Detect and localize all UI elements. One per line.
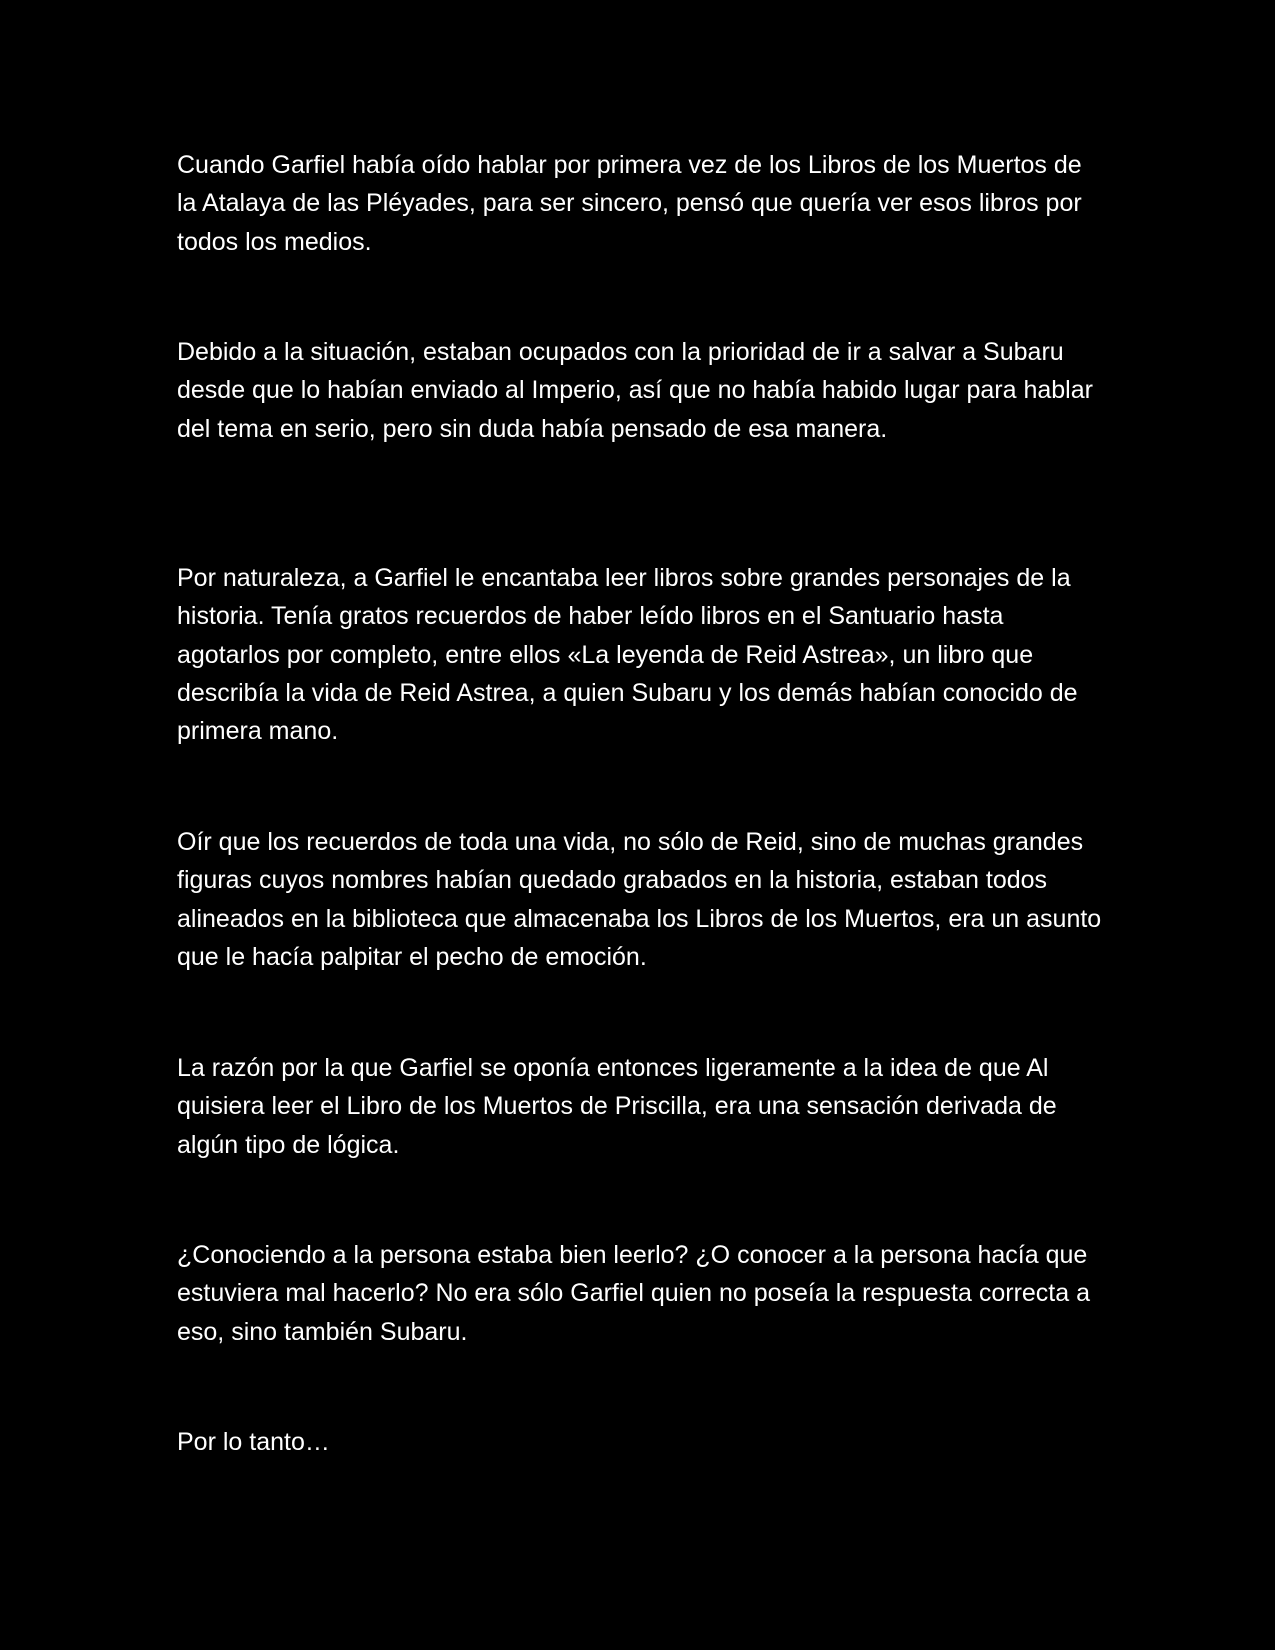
paragraph-3: Por naturaleza, a Garfiel le encantaba leer libros sobre grandes personajes de la historia. Tenía gratos recuerdos de haber leído libros en el Santuario hasta agotarlos por completo, entre ellos «La leyenda de Reid Astrea», un libro que describía la vida de Reid Astrea, a quien Subaru y los demás habían conocido de primera mano. — [177, 564, 1078, 746]
paragraph-7: Por lo tanto… — [177, 1428, 330, 1456]
paragraph-6: ¿Conociendo a la persona estaba bien leerlo? ¿O conocer a la persona hacía que estuviera mal hacerlo? No era sólo Garfiel quien no poseía la respuesta correcta a eso, sino también Subaru. — [177, 1241, 1091, 1346]
paragraph-2: Debido a la situación, estaban ocupados con la prioridad de ir a salvar a Subaru desde que lo habían enviado al Imperio, así que no había habido lugar para hablar del tema en serio, pero sin duda había pensado de esa manera. — [177, 338, 1093, 443]
paragraph-5: La razón por la que Garfiel se oponía entonces ligeramente a la idea de que Al quisiera leer el Libro de los Muertos de Priscilla, era una sensación derivada de algún tipo de lógica. — [177, 1054, 1057, 1159]
paragraph-1: Cuando Garfiel había oído hablar por primera vez de los Libros de los Muertos de la Atalaya de las Pléyades, para ser sincero, pensó que quería ver esos libros por todos los medios. — [177, 151, 1082, 256]
paragraph-4: Oír que los recuerdos de toda una vida, no sólo de Reid, sino de muchas grandes figuras cuyos nombres habían quedado grabados en la historia, estaban todos alineados en la biblioteca que almacenaba los Libros de los Muertos, era un asunto que le hacía palpitar el pecho de emoción. — [177, 828, 1102, 971]
